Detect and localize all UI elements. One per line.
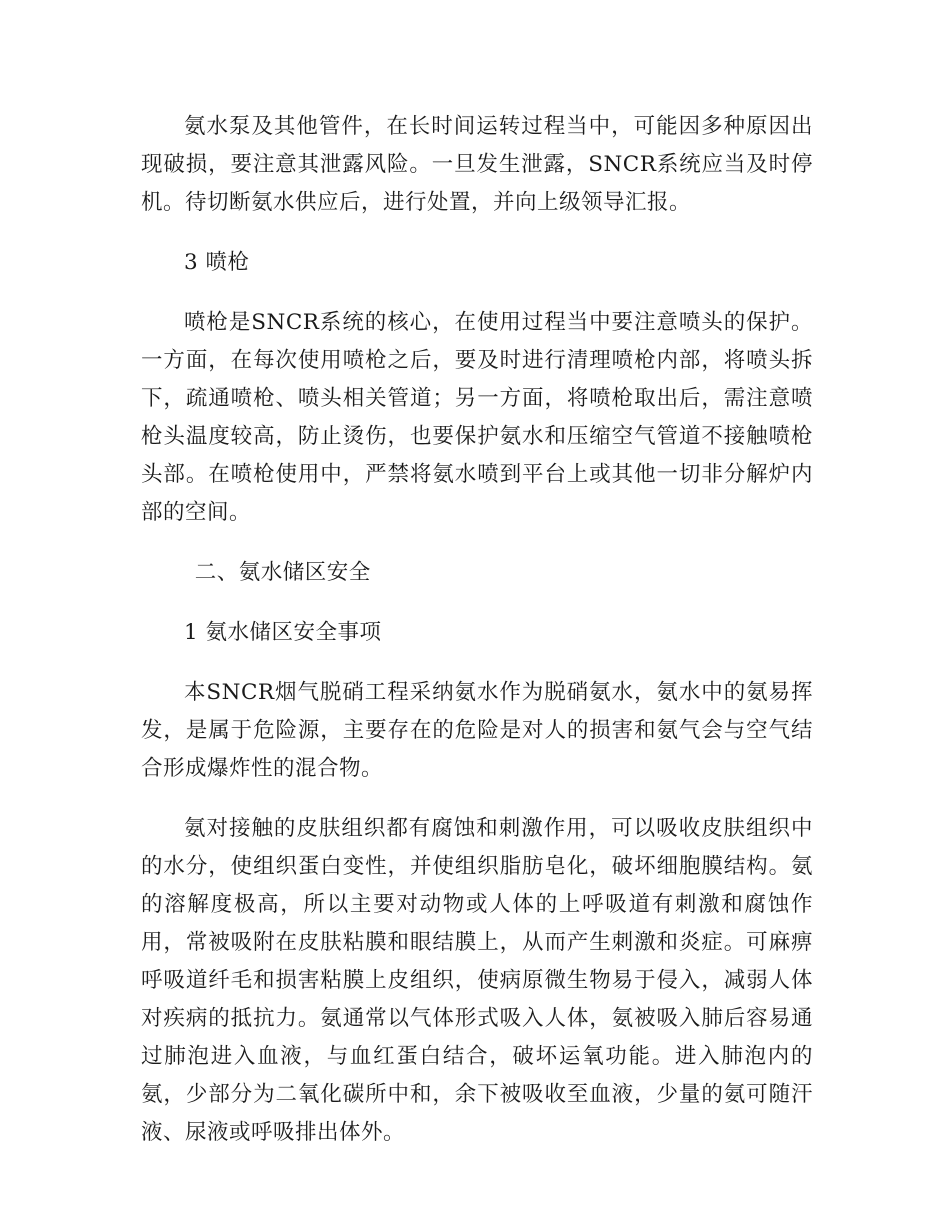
paragraph-spray-gun: 喷枪是SNCR系统的核心，在使用过程当中要注意喷头的保护。一方面，在每次使用喷枪之后，要及时进行清理喷枪内部，将喷头拆下，疏通喷枪、喷头相关管道；另一方面，将喷枪取出后，需注意喷枪头温度较高，防止烫伤，也要保护氨水和压缩空气管道不接触喷枪头部。在喷枪使用中，严禁将氨水喷到平台上或其他一切非分解炉内部的空间。 bbox=[141, 310, 813, 525]
section-heading-storage-safety-items: 1 氨水储区安全事项 bbox=[184, 620, 382, 645]
paragraph-sncr-ammonia-hazard: 本SNCR烟气脱硝工程采纳氨水作为脱硝氨水，氨水中的氨易挥发，是属于危险源，主要存在的危险是对人的损害和氨气会与空气结合形成爆炸性的混合物。 bbox=[141, 680, 813, 781]
chapter-heading-ammonia-storage-safety: 二、氨水储区安全 bbox=[194, 560, 371, 585]
paragraph-ammonia-health-effects: 氨对接触的皮肤组织都有腐蚀和刺激作用，可以吸收皮肤组织中的水分，使组织蛋白变性，并使组织脂肪皂化，破坏细胞膜结构。氨的溶解度极高，所以主要对动物或人体的上呼吸道有刺激和腐蚀作用，常被吸附在皮肤粘膜和眼结膜上，从而产生刺激和炎症。可麻痹呼吸道纤毛和损害粘膜上皮组织，使病原微生物易于侵入，减弱人体对疾病的抵抗力。氨通常以气体形式吸入人体，氨被吸入肺后容易通过肺泡进入血液，与血红蛋白结合，破坏运氧功能。进入肺泡内的氨，少部分为二氧化碳所中和，余下被吸收至血液，少量的氨可随汗液、尿液或呼吸排出体外。 bbox=[141, 816, 813, 1145]
document-body bbox=[141, 108, 813, 1174]
paragraph-ammonia-pump-leak: 氨水泵及其他管件，在长时间运转过程当中，可能因多种原因出现破损，要注意其泄露风险。一旦发生泄露，SNCR系统应当及时停机。待切断氨水供应后，进行处置，并向上级领导汇报。 bbox=[141, 114, 813, 215]
section-heading-spray-gun: 3 喷枪 bbox=[184, 250, 250, 275]
